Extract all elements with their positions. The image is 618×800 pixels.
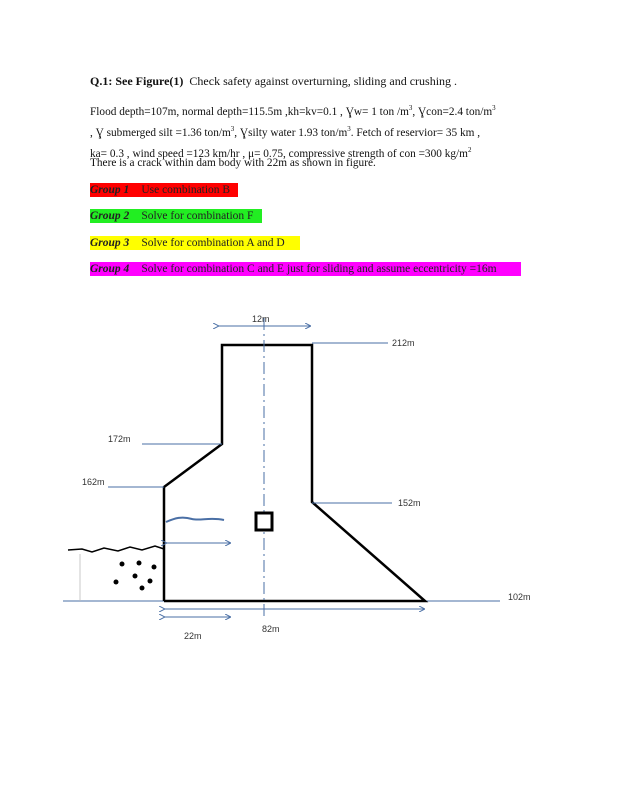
crack-note: There is a crack within dam body with 22m as shown in figure. <box>90 157 376 169</box>
top-width-label: 12m <box>252 314 270 324</box>
crack-gallery-box <box>256 513 272 530</box>
group-3-task: Solve for combination A and D <box>141 237 285 249</box>
water-surface <box>166 518 224 522</box>
silt-dots <box>114 561 157 591</box>
crack-length-label: 22m <box>184 631 202 641</box>
group-1-name: Group 1 <box>90 184 130 196</box>
group-2-task: Solve for combination F <box>141 210 254 222</box>
base-width-label: 82m <box>262 624 280 634</box>
question-label: Q.1: See Figure(1) <box>90 74 184 88</box>
group-4-name: Group 4 <box>90 263 130 275</box>
base-level-label: 102m <box>508 592 531 602</box>
silt-surface <box>68 546 164 552</box>
group-1-task: Use combination B <box>141 184 231 196</box>
parameters-line-1: Flood depth=107m, normal depth=115.5m ,kh=kv=0.1 , Ɣw= 1 ton $/m^3$, Ɣcon=2.4 ton/$m^3$ <box>90 104 496 118</box>
crest-level-label: 212m <box>392 338 415 348</box>
dam-outline <box>164 345 425 601</box>
downstream-slope-top-label: 152m <box>398 498 421 508</box>
parameters-line-3: ka= 0.3 , wind speed =123 km/hr , μ= 0.75, compressive strength of con =300 $kg/m^2$ <box>90 145 472 160</box>
parameters-line-2: , Ɣ submerged silt =1.36 ton/$m^3$, Ɣsilty water 1.93 ton/$m^3$. Fetch of reservior= 35 km , <box>90 124 481 139</box>
group-2-name: Group 2 <box>90 210 130 222</box>
upstream-slope-top-label: 172m <box>108 434 131 444</box>
question-text: Check safety against overturning, sliding and crushing . <box>189 74 458 88</box>
group-4-task: Solve for combination C and E just for sliding and assume eccentricity =16m <box>141 263 497 275</box>
upstream-slope-bottom-label: 162m <box>82 477 105 487</box>
group-3-name: Group 3 <box>90 237 130 249</box>
